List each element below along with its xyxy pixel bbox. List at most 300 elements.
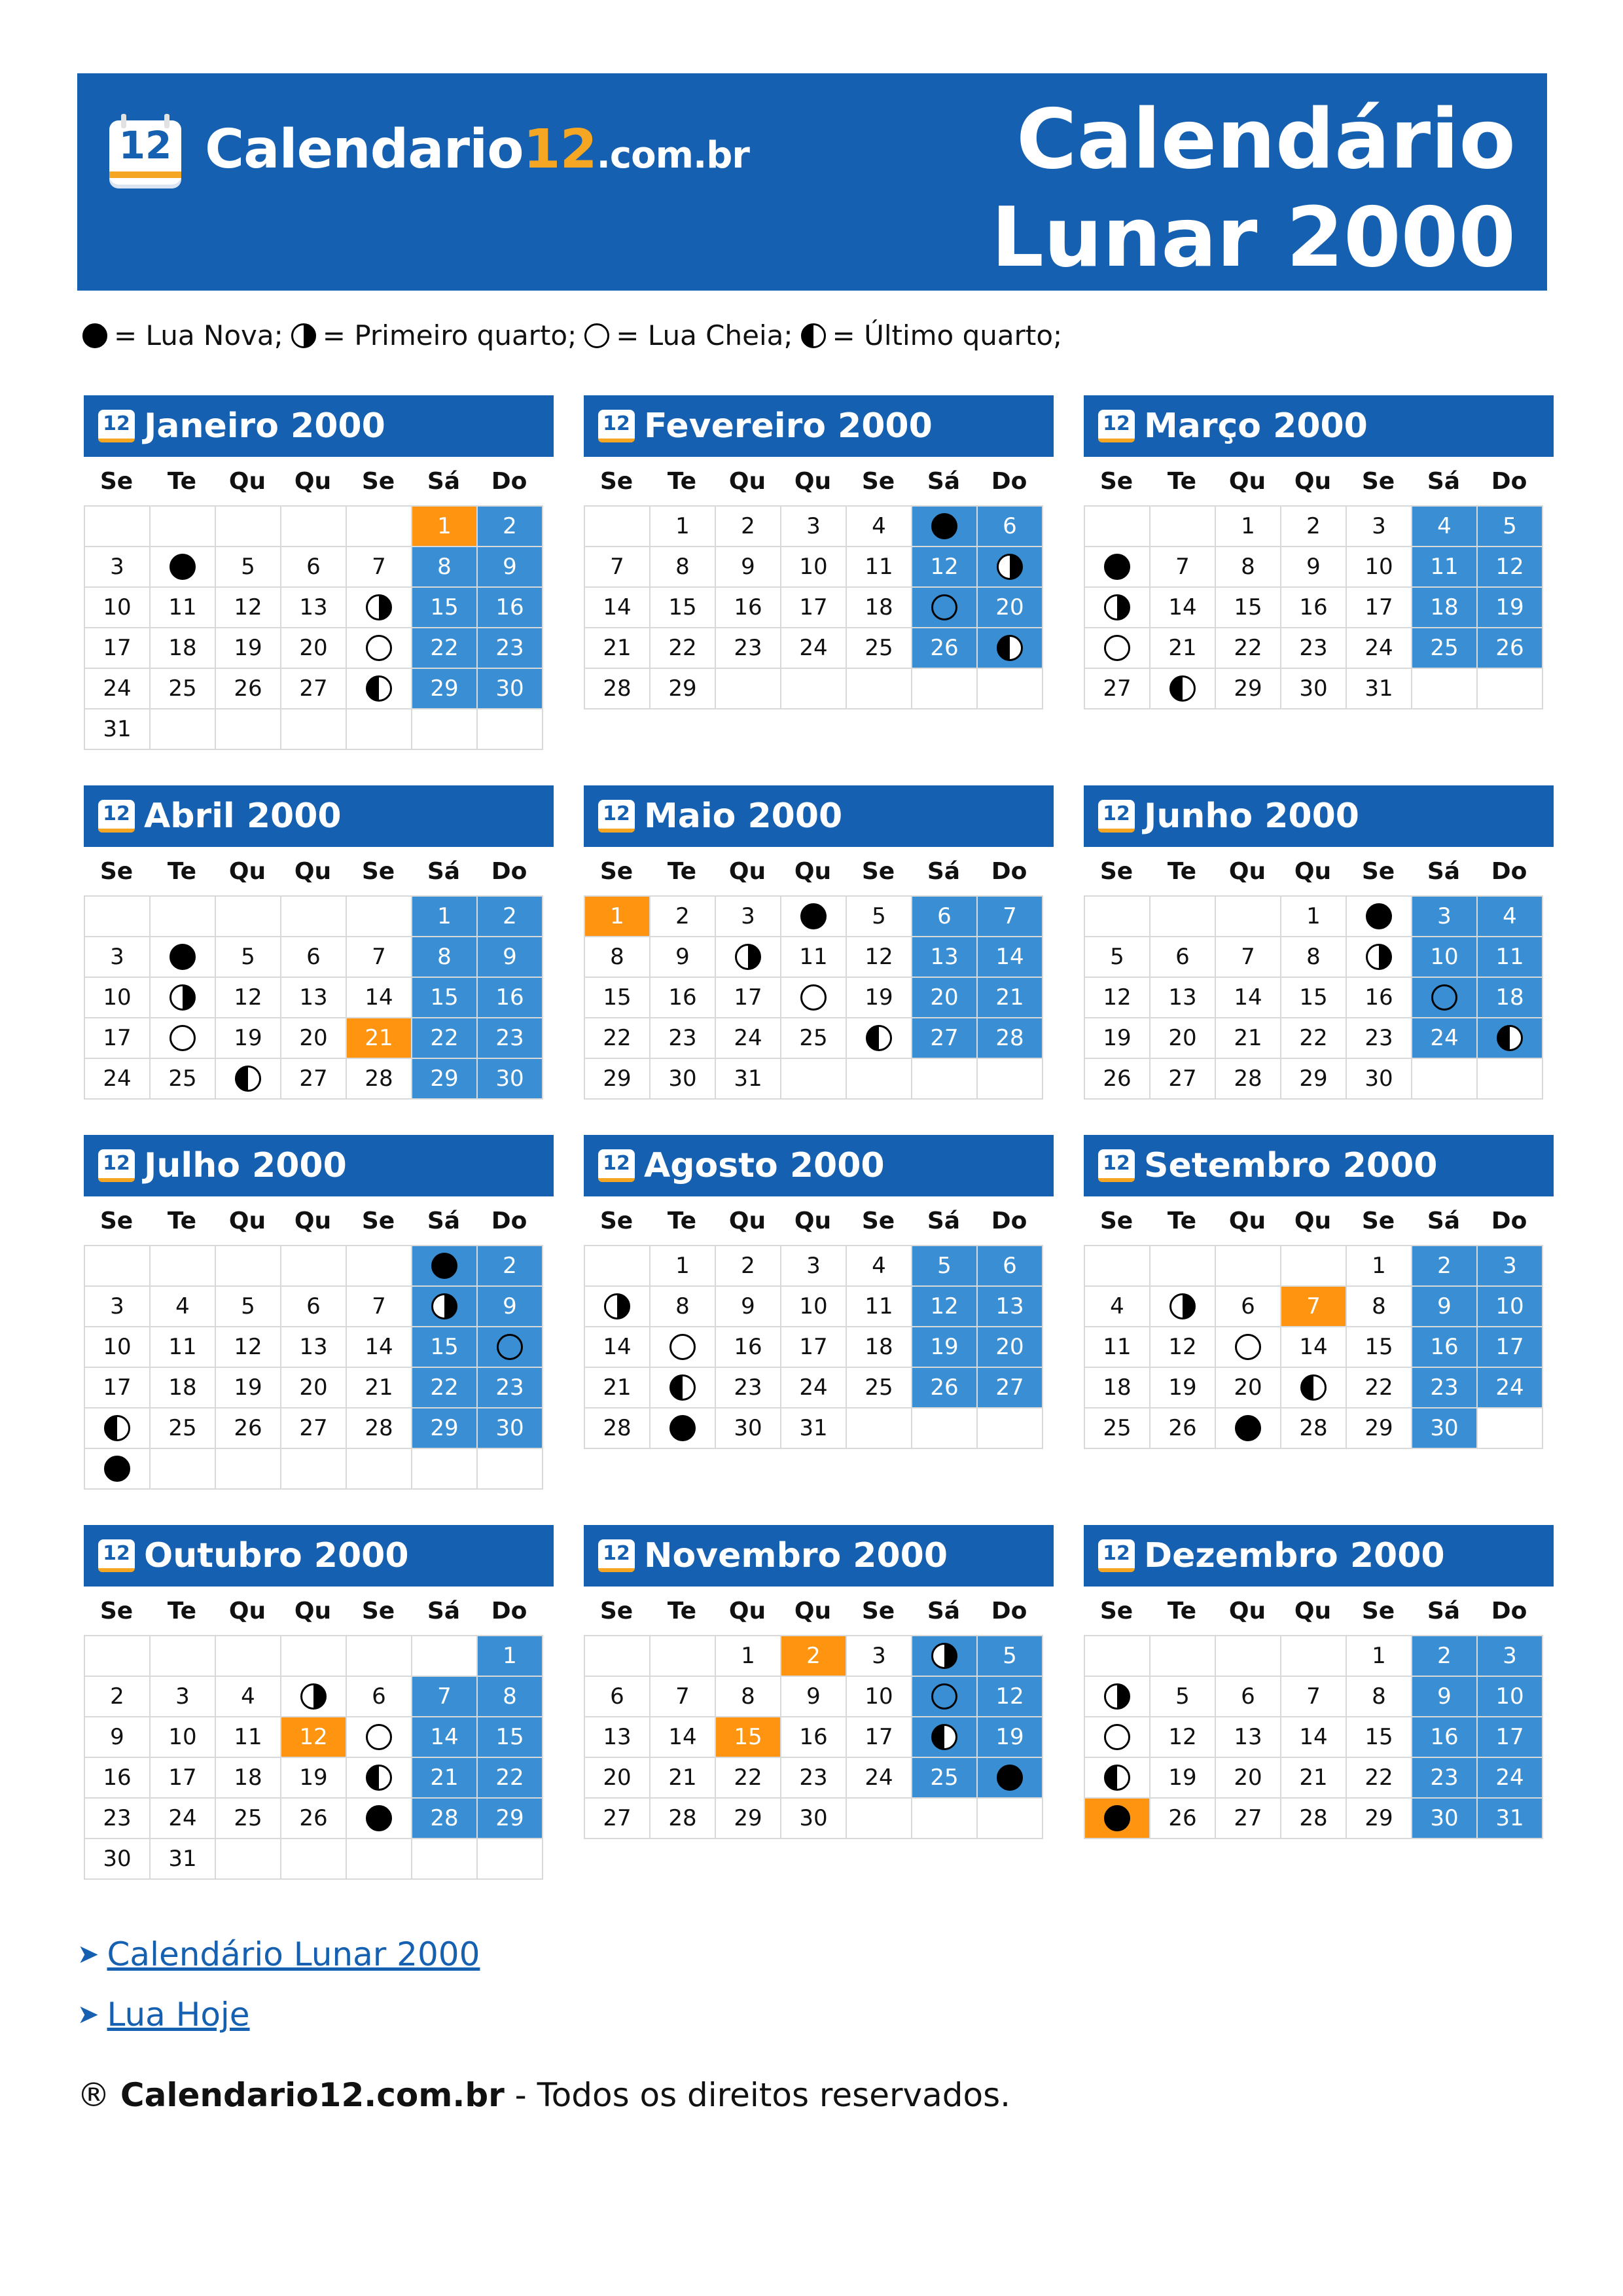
day-cell[interactable] bbox=[649, 1326, 716, 1368]
day-cell[interactable]: 2 bbox=[715, 1245, 781, 1287]
day-cell[interactable]: 30 bbox=[84, 1838, 151, 1880]
day-cell[interactable]: 3 bbox=[1346, 505, 1412, 547]
day-cell[interactable]: 13 bbox=[280, 1326, 347, 1368]
day-cell[interactable]: 2 bbox=[476, 505, 543, 547]
day-cell[interactable]: 24 bbox=[84, 1058, 151, 1100]
day-cell[interactable]: 25 bbox=[149, 1407, 216, 1449]
day-cell[interactable]: 30 bbox=[1346, 1058, 1412, 1100]
day-cell[interactable] bbox=[346, 1757, 412, 1799]
day-cell[interactable]: 12 bbox=[1149, 1716, 1216, 1758]
day-cell[interactable]: 31 bbox=[84, 708, 151, 750]
day-cell[interactable]: 1 bbox=[1346, 1245, 1412, 1287]
day-cell[interactable]: 23 bbox=[1411, 1757, 1478, 1799]
day-cell[interactable]: 31 bbox=[715, 1058, 781, 1100]
day-cell[interactable]: 21 bbox=[346, 1017, 412, 1059]
day-cell[interactable]: 15 bbox=[411, 586, 478, 628]
day-cell[interactable]: 30 bbox=[476, 1407, 543, 1449]
day-cell[interactable]: 23 bbox=[84, 1797, 151, 1839]
day-cell[interactable]: 19 bbox=[976, 1716, 1043, 1758]
day-cell[interactable]: 26 bbox=[1149, 1407, 1216, 1449]
day-cell[interactable]: 11 bbox=[149, 1326, 216, 1368]
day-cell[interactable]: 21 bbox=[1215, 1017, 1281, 1059]
day-cell[interactable]: 17 bbox=[780, 586, 847, 628]
day-cell[interactable]: 29 bbox=[1215, 668, 1281, 709]
day-cell[interactable]: 16 bbox=[84, 1757, 151, 1799]
day-cell[interactable]: 6 bbox=[976, 1245, 1043, 1287]
day-cell[interactable]: 27 bbox=[280, 668, 347, 709]
day-cell[interactable]: 30 bbox=[1280, 668, 1347, 709]
day-cell[interactable]: 8 bbox=[715, 1676, 781, 1717]
day-cell[interactable]: 10 bbox=[84, 1326, 151, 1368]
day-cell[interactable]: 29 bbox=[411, 1058, 478, 1100]
day-cell[interactable]: 29 bbox=[1346, 1797, 1412, 1839]
day-cell[interactable]: 13 bbox=[584, 1716, 651, 1758]
day-cell[interactable]: 26 bbox=[215, 668, 281, 709]
day-cell[interactable]: 12 bbox=[280, 1716, 347, 1758]
day-cell[interactable]: 26 bbox=[280, 1797, 347, 1839]
day-cell[interactable]: 3 bbox=[780, 1245, 847, 1287]
day-cell[interactable]: 5 bbox=[215, 546, 281, 588]
day-cell[interactable]: 10 bbox=[780, 1285, 847, 1327]
day-cell[interactable]: 8 bbox=[476, 1676, 543, 1717]
day-cell[interactable]: 25 bbox=[846, 627, 912, 669]
day-cell[interactable]: 9 bbox=[780, 1676, 847, 1717]
day-cell[interactable]: 7 bbox=[346, 546, 412, 588]
day-cell[interactable]: 28 bbox=[346, 1058, 412, 1100]
day-cell[interactable]: 23 bbox=[1411, 1367, 1478, 1408]
day-cell[interactable]: 3 bbox=[1411, 895, 1478, 937]
day-cell[interactable]: 11 bbox=[1411, 546, 1478, 588]
day-cell[interactable]: 29 bbox=[411, 668, 478, 709]
day-cell[interactable]: 12 bbox=[911, 546, 978, 588]
day-cell[interactable]: 28 bbox=[584, 1407, 651, 1449]
day-cell[interactable]: 15 bbox=[1215, 586, 1281, 628]
day-cell[interactable]: 18 bbox=[846, 586, 912, 628]
day-cell[interactable]: 10 bbox=[846, 1676, 912, 1717]
day-cell[interactable]: 3 bbox=[149, 1676, 216, 1717]
day-cell[interactable]: 12 bbox=[1476, 546, 1543, 588]
day-cell[interactable]: 16 bbox=[715, 586, 781, 628]
day-cell[interactable]: 5 bbox=[1149, 1676, 1216, 1717]
day-cell[interactable]: 8 bbox=[649, 1285, 716, 1327]
day-cell[interactable] bbox=[976, 627, 1043, 669]
day-cell[interactable]: 19 bbox=[1149, 1367, 1216, 1408]
day-cell[interactable]: 17 bbox=[1476, 1326, 1543, 1368]
day-cell[interactable]: 29 bbox=[584, 1058, 651, 1100]
day-cell[interactable]: 17 bbox=[715, 977, 781, 1018]
day-cell[interactable] bbox=[1084, 586, 1150, 628]
day-cell[interactable]: 1 bbox=[715, 1635, 781, 1677]
day-cell[interactable]: 1 bbox=[411, 895, 478, 937]
day-cell[interactable]: 21 bbox=[1149, 627, 1216, 669]
day-cell[interactable]: 7 bbox=[1280, 1676, 1347, 1717]
day-cell[interactable]: 16 bbox=[649, 977, 716, 1018]
day-cell[interactable]: 2 bbox=[476, 895, 543, 937]
day-cell[interactable]: 19 bbox=[215, 627, 281, 669]
day-cell[interactable]: 5 bbox=[1476, 505, 1543, 547]
day-cell[interactable] bbox=[846, 1017, 912, 1059]
day-cell[interactable]: 30 bbox=[1411, 1407, 1478, 1449]
day-cell[interactable]: 12 bbox=[846, 936, 912, 978]
day-cell[interactable] bbox=[1084, 1716, 1150, 1758]
day-cell[interactable] bbox=[1084, 1797, 1150, 1839]
day-cell[interactable]: 18 bbox=[149, 627, 216, 669]
day-cell[interactable]: 27 bbox=[280, 1058, 347, 1100]
day-cell[interactable]: 3 bbox=[780, 505, 847, 547]
day-cell[interactable]: 30 bbox=[1411, 1797, 1478, 1839]
day-cell[interactable] bbox=[1411, 977, 1478, 1018]
day-cell[interactable]: 7 bbox=[1149, 546, 1216, 588]
day-cell[interactable]: 29 bbox=[1346, 1407, 1412, 1449]
day-cell[interactable] bbox=[1149, 668, 1216, 709]
day-cell[interactable]: 22 bbox=[1346, 1757, 1412, 1799]
day-cell[interactable]: 24 bbox=[780, 1367, 847, 1408]
day-cell[interactable]: 17 bbox=[846, 1716, 912, 1758]
day-cell[interactable]: 26 bbox=[911, 627, 978, 669]
day-cell[interactable]: 3 bbox=[84, 1285, 151, 1327]
day-cell[interactable]: 1 bbox=[649, 505, 716, 547]
day-cell[interactable]: 2 bbox=[780, 1635, 847, 1677]
day-cell[interactable]: 15 bbox=[411, 1326, 478, 1368]
day-cell[interactable]: 14 bbox=[1280, 1716, 1347, 1758]
day-cell[interactable]: 11 bbox=[846, 546, 912, 588]
day-cell[interactable]: 10 bbox=[84, 977, 151, 1018]
day-cell[interactable]: 20 bbox=[1215, 1367, 1281, 1408]
day-cell[interactable]: 15 bbox=[411, 977, 478, 1018]
day-cell[interactable]: 4 bbox=[1476, 895, 1543, 937]
day-cell[interactable]: 13 bbox=[976, 1285, 1043, 1327]
day-cell[interactable]: 28 bbox=[1215, 1058, 1281, 1100]
day-cell[interactable]: 8 bbox=[584, 936, 651, 978]
day-cell[interactable]: 28 bbox=[346, 1407, 412, 1449]
day-cell[interactable]: 6 bbox=[1215, 1285, 1281, 1327]
day-cell[interactable]: 26 bbox=[215, 1407, 281, 1449]
day-cell[interactable]: 4 bbox=[149, 1285, 216, 1327]
day-cell[interactable]: 11 bbox=[1476, 936, 1543, 978]
day-cell[interactable]: 24 bbox=[780, 627, 847, 669]
day-cell[interactable]: 17 bbox=[1476, 1716, 1543, 1758]
day-cell[interactable]: 26 bbox=[911, 1367, 978, 1408]
day-cell[interactable] bbox=[149, 977, 216, 1018]
day-cell[interactable]: 6 bbox=[976, 505, 1043, 547]
day-cell[interactable]: 20 bbox=[280, 1367, 347, 1408]
day-cell[interactable]: 23 bbox=[1280, 627, 1347, 669]
day-cell[interactable]: 8 bbox=[411, 936, 478, 978]
day-cell[interactable]: 14 bbox=[346, 1326, 412, 1368]
day-cell[interactable] bbox=[346, 627, 412, 669]
day-cell[interactable]: 21 bbox=[976, 977, 1043, 1018]
day-cell[interactable]: 20 bbox=[976, 1326, 1043, 1368]
day-cell[interactable]: 28 bbox=[411, 1797, 478, 1839]
day-cell[interactable]: 13 bbox=[280, 977, 347, 1018]
day-cell[interactable]: 10 bbox=[1411, 936, 1478, 978]
day-cell[interactable]: 17 bbox=[149, 1757, 216, 1799]
day-cell[interactable]: 5 bbox=[215, 1285, 281, 1327]
day-cell[interactable] bbox=[411, 1245, 478, 1287]
day-cell[interactable]: 25 bbox=[149, 668, 216, 709]
day-cell[interactable]: 31 bbox=[780, 1407, 847, 1449]
day-cell[interactable]: 25 bbox=[1411, 627, 1478, 669]
day-cell[interactable]: 29 bbox=[1280, 1058, 1347, 1100]
day-cell[interactable]: 15 bbox=[1346, 1716, 1412, 1758]
day-cell[interactable]: 24 bbox=[1476, 1367, 1543, 1408]
day-cell[interactable] bbox=[1215, 1407, 1281, 1449]
day-cell[interactable]: 6 bbox=[1149, 936, 1216, 978]
day-cell[interactable]: 25 bbox=[911, 1757, 978, 1799]
day-cell[interactable]: 6 bbox=[911, 895, 978, 937]
link-moon-today-text[interactable]: Lua Hoje bbox=[107, 1996, 250, 2034]
day-cell[interactable]: 29 bbox=[649, 668, 716, 709]
day-cell[interactable]: 15 bbox=[649, 586, 716, 628]
day-cell[interactable]: 21 bbox=[584, 1367, 651, 1408]
day-cell[interactable]: 10 bbox=[1346, 546, 1412, 588]
day-cell[interactable]: 3 bbox=[1476, 1245, 1543, 1287]
day-cell[interactable]: 4 bbox=[215, 1676, 281, 1717]
day-cell[interactable]: 24 bbox=[846, 1757, 912, 1799]
day-cell[interactable]: 10 bbox=[780, 546, 847, 588]
day-cell[interactable] bbox=[911, 505, 978, 547]
day-cell[interactable] bbox=[1215, 1326, 1281, 1368]
day-cell[interactable]: 16 bbox=[780, 1716, 847, 1758]
day-cell[interactable]: 7 bbox=[346, 936, 412, 978]
day-cell[interactable]: 19 bbox=[215, 1017, 281, 1059]
day-cell[interactable]: 20 bbox=[280, 1017, 347, 1059]
day-cell[interactable]: 21 bbox=[411, 1757, 478, 1799]
day-cell[interactable]: 3 bbox=[846, 1635, 912, 1677]
day-cell[interactable]: 15 bbox=[476, 1716, 543, 1758]
day-cell[interactable]: 20 bbox=[976, 586, 1043, 628]
day-cell[interactable]: 20 bbox=[1149, 1017, 1216, 1059]
day-cell[interactable]: 4 bbox=[1411, 505, 1478, 547]
day-cell[interactable]: 24 bbox=[149, 1797, 216, 1839]
day-cell[interactable] bbox=[149, 546, 216, 588]
day-cell[interactable] bbox=[280, 1676, 347, 1717]
day-cell[interactable]: 11 bbox=[846, 1285, 912, 1327]
day-cell[interactable]: 29 bbox=[411, 1407, 478, 1449]
day-cell[interactable] bbox=[911, 1676, 978, 1717]
day-cell[interactable]: 14 bbox=[1215, 977, 1281, 1018]
day-cell[interactable]: 22 bbox=[584, 1017, 651, 1059]
day-cell[interactable] bbox=[149, 936, 216, 978]
day-cell[interactable]: 17 bbox=[84, 1017, 151, 1059]
day-cell[interactable]: 7 bbox=[976, 895, 1043, 937]
day-cell[interactable]: 31 bbox=[1346, 668, 1412, 709]
day-cell[interactable] bbox=[346, 1797, 412, 1839]
day-cell[interactable]: 19 bbox=[1149, 1757, 1216, 1799]
day-cell[interactable] bbox=[1084, 1757, 1150, 1799]
day-cell[interactable]: 25 bbox=[215, 1797, 281, 1839]
day-cell[interactable]: 20 bbox=[1215, 1757, 1281, 1799]
day-cell[interactable]: 22 bbox=[476, 1757, 543, 1799]
day-cell[interactable]: 14 bbox=[1280, 1326, 1347, 1368]
day-cell[interactable]: 9 bbox=[715, 1285, 781, 1327]
day-cell[interactable]: 23 bbox=[715, 627, 781, 669]
day-cell[interactable]: 1 bbox=[1280, 895, 1347, 937]
day-cell[interactable]: 24 bbox=[1476, 1757, 1543, 1799]
day-cell[interactable]: 26 bbox=[1149, 1797, 1216, 1839]
day-cell[interactable] bbox=[346, 586, 412, 628]
day-cell[interactable]: 11 bbox=[215, 1716, 281, 1758]
day-cell[interactable]: 6 bbox=[280, 1285, 347, 1327]
day-cell[interactable]: 8 bbox=[1280, 936, 1347, 978]
day-cell[interactable] bbox=[911, 586, 978, 628]
day-cell[interactable]: 14 bbox=[584, 1326, 651, 1368]
day-cell[interactable]: 5 bbox=[215, 936, 281, 978]
day-cell[interactable] bbox=[346, 668, 412, 709]
day-cell[interactable]: 6 bbox=[584, 1676, 651, 1717]
day-cell[interactable]: 2 bbox=[476, 1245, 543, 1287]
day-cell[interactable]: 9 bbox=[1280, 546, 1347, 588]
day-cell[interactable]: 30 bbox=[476, 668, 543, 709]
day-cell[interactable] bbox=[1346, 895, 1412, 937]
day-cell[interactable]: 18 bbox=[1084, 1367, 1150, 1408]
day-cell[interactable]: 11 bbox=[149, 586, 216, 628]
day-cell[interactable]: 7 bbox=[584, 546, 651, 588]
day-cell[interactable]: 22 bbox=[1280, 1017, 1347, 1059]
day-cell[interactable]: 17 bbox=[84, 627, 151, 669]
day-cell[interactable]: 18 bbox=[149, 1367, 216, 1408]
day-cell[interactable]: 21 bbox=[584, 627, 651, 669]
day-cell[interactable] bbox=[584, 1285, 651, 1327]
day-cell[interactable]: 23 bbox=[1346, 1017, 1412, 1059]
day-cell[interactable]: 3 bbox=[84, 936, 151, 978]
day-cell[interactable]: 18 bbox=[1411, 586, 1478, 628]
day-cell[interactable]: 22 bbox=[715, 1757, 781, 1799]
day-cell[interactable]: 3 bbox=[84, 546, 151, 588]
day-cell[interactable]: 10 bbox=[84, 586, 151, 628]
day-cell[interactable]: 23 bbox=[476, 1367, 543, 1408]
day-cell[interactable]: 20 bbox=[280, 627, 347, 669]
link-moon-today[interactable] bbox=[77, 1984, 480, 2045]
day-cell[interactable]: 15 bbox=[1346, 1326, 1412, 1368]
day-cell[interactable]: 20 bbox=[584, 1757, 651, 1799]
day-cell[interactable]: 31 bbox=[1476, 1797, 1543, 1839]
day-cell[interactable]: 22 bbox=[649, 627, 716, 669]
day-cell[interactable]: 1 bbox=[476, 1635, 543, 1677]
day-cell[interactable]: 2 bbox=[1411, 1635, 1478, 1677]
day-cell[interactable]: 27 bbox=[1149, 1058, 1216, 1100]
day-cell[interactable]: 23 bbox=[476, 1017, 543, 1059]
day-cell[interactable]: 24 bbox=[84, 668, 151, 709]
day-cell[interactable]: 22 bbox=[1346, 1367, 1412, 1408]
day-cell[interactable]: 14 bbox=[584, 586, 651, 628]
day-cell[interactable]: 5 bbox=[976, 1635, 1043, 1677]
day-cell[interactable]: 9 bbox=[476, 1285, 543, 1327]
day-cell[interactable]: 9 bbox=[1411, 1285, 1478, 1327]
day-cell[interactable]: 19 bbox=[1084, 1017, 1150, 1059]
day-cell[interactable]: 2 bbox=[649, 895, 716, 937]
day-cell[interactable]: 26 bbox=[1084, 1058, 1150, 1100]
day-cell[interactable] bbox=[715, 936, 781, 978]
day-cell[interactable]: 28 bbox=[649, 1797, 716, 1839]
day-cell[interactable]: 24 bbox=[1411, 1017, 1478, 1059]
day-cell[interactable]: 7 bbox=[1215, 936, 1281, 978]
day-cell[interactable] bbox=[1346, 936, 1412, 978]
day-cell[interactable]: 27 bbox=[1084, 668, 1150, 709]
day-cell[interactable] bbox=[1149, 1285, 1216, 1327]
day-cell[interactable] bbox=[780, 895, 847, 937]
day-cell[interactable]: 28 bbox=[1280, 1407, 1347, 1449]
day-cell[interactable]: 17 bbox=[84, 1367, 151, 1408]
day-cell[interactable]: 12 bbox=[911, 1285, 978, 1327]
link-lunar-calendar-text[interactable]: Calendário Lunar 2000 bbox=[107, 1935, 480, 1973]
day-cell[interactable]: 17 bbox=[1346, 586, 1412, 628]
day-cell[interactable]: 8 bbox=[1346, 1676, 1412, 1717]
day-cell[interactable]: 13 bbox=[1149, 977, 1216, 1018]
day-cell[interactable] bbox=[84, 1448, 151, 1490]
day-cell[interactable] bbox=[976, 546, 1043, 588]
day-cell[interactable]: 16 bbox=[715, 1326, 781, 1368]
day-cell[interactable]: 28 bbox=[976, 1017, 1043, 1059]
day-cell[interactable]: 30 bbox=[649, 1058, 716, 1100]
day-cell[interactable]: 23 bbox=[649, 1017, 716, 1059]
day-cell[interactable]: 27 bbox=[911, 1017, 978, 1059]
day-cell[interactable]: 12 bbox=[976, 1676, 1043, 1717]
day-cell[interactable]: 15 bbox=[715, 1716, 781, 1758]
day-cell[interactable]: 15 bbox=[584, 977, 651, 1018]
day-cell[interactable]: 4 bbox=[1084, 1285, 1150, 1327]
day-cell[interactable]: 25 bbox=[780, 1017, 847, 1059]
day-cell[interactable]: 16 bbox=[1411, 1326, 1478, 1368]
day-cell[interactable]: 26 bbox=[1476, 627, 1543, 669]
day-cell[interactable]: 18 bbox=[215, 1757, 281, 1799]
day-cell[interactable]: 24 bbox=[715, 1017, 781, 1059]
day-cell[interactable]: 13 bbox=[1215, 1716, 1281, 1758]
day-cell[interactable]: 9 bbox=[476, 546, 543, 588]
day-cell[interactable]: 6 bbox=[280, 936, 347, 978]
day-cell[interactable]: 16 bbox=[1346, 977, 1412, 1018]
day-cell[interactable] bbox=[84, 1407, 151, 1449]
day-cell[interactable]: 29 bbox=[715, 1797, 781, 1839]
day-cell[interactable] bbox=[149, 1017, 216, 1059]
day-cell[interactable]: 12 bbox=[215, 1326, 281, 1368]
day-cell[interactable]: 13 bbox=[911, 936, 978, 978]
day-cell[interactable]: 18 bbox=[1476, 977, 1543, 1018]
day-cell[interactable]: 19 bbox=[911, 1326, 978, 1368]
day-cell[interactable] bbox=[476, 1326, 543, 1368]
day-cell[interactable]: 2 bbox=[1280, 505, 1347, 547]
day-cell[interactable]: 28 bbox=[1280, 1797, 1347, 1839]
day-cell[interactable]: 7 bbox=[1280, 1285, 1347, 1327]
day-cell[interactable]: 14 bbox=[411, 1716, 478, 1758]
day-cell[interactable]: 13 bbox=[280, 586, 347, 628]
day-cell[interactable]: 16 bbox=[476, 977, 543, 1018]
day-cell[interactable]: 19 bbox=[1476, 586, 1543, 628]
day-cell[interactable]: 27 bbox=[1215, 1797, 1281, 1839]
day-cell[interactable] bbox=[1084, 546, 1150, 588]
day-cell[interactable] bbox=[649, 1367, 716, 1408]
day-cell[interactable]: 16 bbox=[1411, 1716, 1478, 1758]
day-cell[interactable]: 17 bbox=[780, 1326, 847, 1368]
day-cell[interactable]: 25 bbox=[846, 1367, 912, 1408]
day-cell[interactable] bbox=[649, 1407, 716, 1449]
day-cell[interactable]: 12 bbox=[215, 977, 281, 1018]
day-cell[interactable]: 1 bbox=[1215, 505, 1281, 547]
day-cell[interactable]: 9 bbox=[649, 936, 716, 978]
day-cell[interactable]: 27 bbox=[584, 1797, 651, 1839]
day-cell[interactable]: 22 bbox=[411, 1017, 478, 1059]
day-cell[interactable]: 10 bbox=[149, 1716, 216, 1758]
link-lunar-calendar[interactable] bbox=[77, 1924, 480, 1984]
day-cell[interactable]: 11 bbox=[1084, 1326, 1150, 1368]
day-cell[interactable]: 15 bbox=[1280, 977, 1347, 1018]
day-cell[interactable]: 14 bbox=[346, 977, 412, 1018]
day-cell[interactable]: 9 bbox=[1411, 1676, 1478, 1717]
day-cell[interactable]: 31 bbox=[149, 1838, 216, 1880]
day-cell[interactable]: 6 bbox=[280, 546, 347, 588]
day-cell[interactable]: 14 bbox=[649, 1716, 716, 1758]
day-cell[interactable]: 22 bbox=[411, 1367, 478, 1408]
